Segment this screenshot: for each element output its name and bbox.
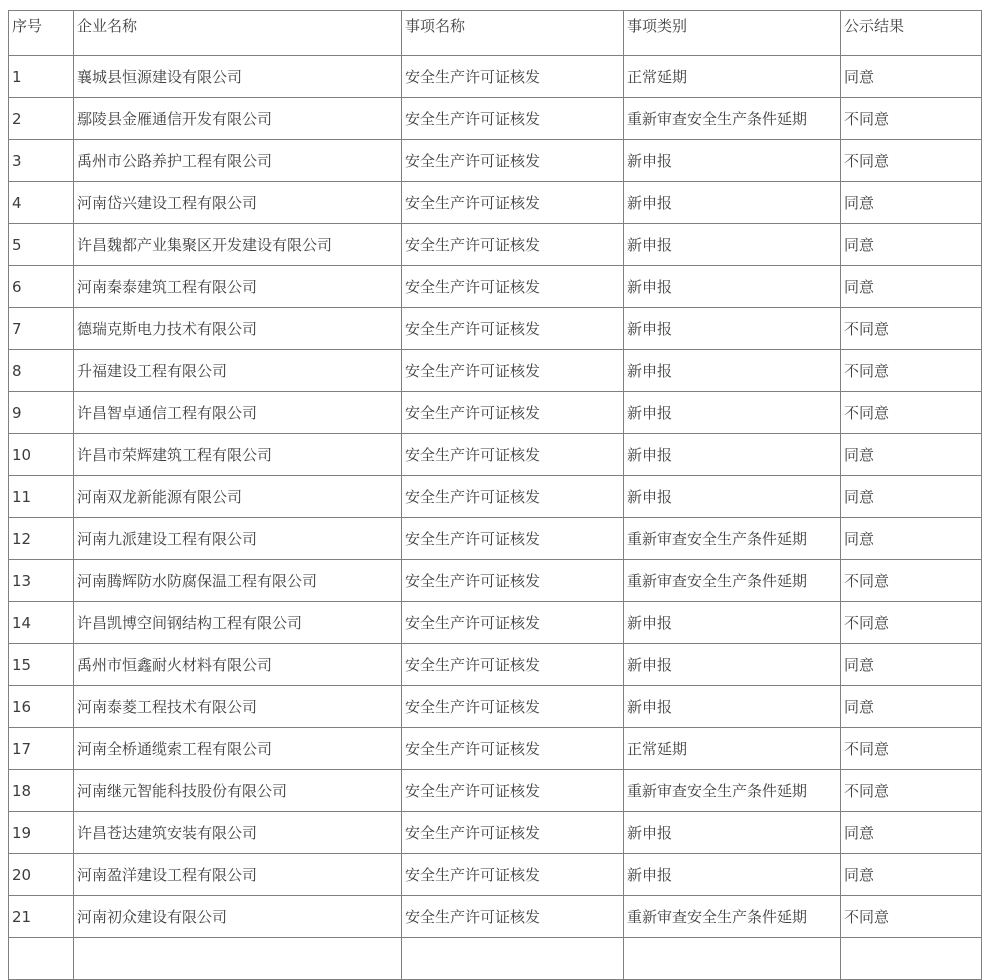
- cell-serial-no: 12: [9, 518, 74, 560]
- cell-item-name: 安全生产许可证核发: [402, 770, 624, 812]
- cell-serial-no: 13: [9, 560, 74, 602]
- cell-serial-no: 4: [9, 182, 74, 224]
- cell-category: 新申报: [624, 812, 841, 854]
- cell-company: 襄城县恒源建设有限公司: [74, 56, 402, 98]
- cell-result: 不同意: [841, 140, 982, 182]
- cell-item-name: 安全生产许可证核发: [402, 350, 624, 392]
- cell-item-name: 安全生产许可证核发: [402, 98, 624, 140]
- cell-company: 河南继元智能科技股份有限公司: [74, 770, 402, 812]
- table-row: [9, 224, 982, 266]
- cell-item-name: 安全生产许可证核发: [402, 686, 624, 728]
- cell-result: 同意: [841, 434, 982, 476]
- column-header-item-name: 事项名称: [402, 11, 624, 56]
- cell-category: 新申报: [624, 476, 841, 518]
- cell-item-name: 安全生产许可证核发: [402, 182, 624, 224]
- cell-serial-no: 1: [9, 56, 74, 98]
- cell-company: 河南泰菱工程技术有限公司: [74, 686, 402, 728]
- cell-result: 同意: [841, 812, 982, 854]
- cell-serial-no: 11: [9, 476, 74, 518]
- cell-company: 德瑞克斯电力技术有限公司: [74, 308, 402, 350]
- table-row: [9, 518, 982, 560]
- table-row: [9, 896, 982, 938]
- table-row: [9, 140, 982, 182]
- cell-category: 新申报: [624, 266, 841, 308]
- cell-company: 鄢陵县金雁通信开发有限公司: [74, 98, 402, 140]
- cell-company: 禹州市恒鑫耐火材料有限公司: [74, 644, 402, 686]
- cell-company: 许昌凯博空间钢结构工程有限公司: [74, 602, 402, 644]
- approval-table: [8, 10, 982, 980]
- cell-category: 重新审查安全生产条件延期: [624, 896, 841, 938]
- table-row: [9, 434, 982, 476]
- cell-category: 新申报: [624, 434, 841, 476]
- cell-item-name: 安全生产许可证核发: [402, 644, 624, 686]
- cell-result: 同意: [841, 644, 982, 686]
- cell-serial-no: 20: [9, 854, 74, 896]
- cell-category: 新申报: [624, 308, 841, 350]
- cell-item-name: 安全生产许可证核发: [402, 140, 624, 182]
- cell-result: 不同意: [841, 770, 982, 812]
- cell-category: 新申报: [624, 140, 841, 182]
- cell-result: 不同意: [841, 392, 982, 434]
- cell-serial-no: 15: [9, 644, 74, 686]
- cell-result: 不同意: [841, 98, 982, 140]
- cell-company: 许昌市荣辉建筑工程有限公司: [74, 434, 402, 476]
- cell-result: 不同意: [841, 308, 982, 350]
- cell-item-name: 安全生产许可证核发: [402, 728, 624, 770]
- table-row: [9, 602, 982, 644]
- empty-cell: [402, 938, 624, 980]
- cell-company: 河南秦泰建筑工程有限公司: [74, 266, 402, 308]
- cell-item-name: 安全生产许可证核发: [402, 392, 624, 434]
- cell-item-name: 安全生产许可证核发: [402, 56, 624, 98]
- table-row: [9, 392, 982, 434]
- cell-category: 重新审查安全生产条件延期: [624, 518, 841, 560]
- cell-company: 河南全桥通缆索工程有限公司: [74, 728, 402, 770]
- cell-result: 不同意: [841, 728, 982, 770]
- cell-item-name: 安全生产许可证核发: [402, 308, 624, 350]
- cell-category: 新申报: [624, 602, 841, 644]
- column-header-serial-no: 序号: [9, 11, 74, 56]
- table-row: [9, 98, 982, 140]
- cell-serial-no: 18: [9, 770, 74, 812]
- empty-cell: [74, 938, 402, 980]
- cell-serial-no: 10: [9, 434, 74, 476]
- cell-serial-no: 3: [9, 140, 74, 182]
- empty-cell: [9, 938, 74, 980]
- table-row: [9, 812, 982, 854]
- cell-item-name: 安全生产许可证核发: [402, 896, 624, 938]
- cell-result: 不同意: [841, 350, 982, 392]
- table-row: [9, 182, 982, 224]
- cell-serial-no: 8: [9, 350, 74, 392]
- cell-result: 同意: [841, 266, 982, 308]
- cell-company: 许昌苍达建筑安装有限公司: [74, 812, 402, 854]
- cell-item-name: 安全生产许可证核发: [402, 560, 624, 602]
- cell-category: 新申报: [624, 686, 841, 728]
- table-row: [9, 308, 982, 350]
- cell-company: 许昌魏都产业集聚区开发建设有限公司: [74, 224, 402, 266]
- empty-cell: [841, 938, 982, 980]
- cell-company: 河南双龙新能源有限公司: [74, 476, 402, 518]
- cell-serial-no: 9: [9, 392, 74, 434]
- table-row: [9, 56, 982, 98]
- cell-item-name: 安全生产许可证核发: [402, 812, 624, 854]
- cell-result: 同意: [841, 224, 982, 266]
- table-body: [9, 56, 982, 980]
- table-row-partial-empty: [9, 938, 982, 980]
- cell-result: 同意: [841, 518, 982, 560]
- cell-company: 河南盈洋建设工程有限公司: [74, 854, 402, 896]
- cell-category: 新申报: [624, 224, 841, 266]
- cell-serial-no: 2: [9, 98, 74, 140]
- cell-serial-no: 5: [9, 224, 74, 266]
- cell-category: 新申报: [624, 182, 841, 224]
- cell-result: 不同意: [841, 896, 982, 938]
- cell-serial-no: 14: [9, 602, 74, 644]
- cell-category: 重新审查安全生产条件延期: [624, 98, 841, 140]
- cell-category: 重新审查安全生产条件延期: [624, 770, 841, 812]
- table-row: [9, 854, 982, 896]
- cell-item-name: 安全生产许可证核发: [402, 434, 624, 476]
- cell-result: 同意: [841, 854, 982, 896]
- cell-serial-no: 7: [9, 308, 74, 350]
- table-row: [9, 350, 982, 392]
- cell-company: 河南九派建设工程有限公司: [74, 518, 402, 560]
- cell-category: 正常延期: [624, 56, 841, 98]
- column-header-company: 企业名称: [74, 11, 402, 56]
- cell-serial-no: 21: [9, 896, 74, 938]
- cell-result: 不同意: [841, 560, 982, 602]
- cell-result: 同意: [841, 56, 982, 98]
- cell-result: 同意: [841, 686, 982, 728]
- cell-item-name: 安全生产许可证核发: [402, 266, 624, 308]
- table-row: [9, 560, 982, 602]
- cell-result: 同意: [841, 476, 982, 518]
- cell-result: 同意: [841, 182, 982, 224]
- table-row: [9, 644, 982, 686]
- cell-category: 正常延期: [624, 728, 841, 770]
- cell-company: 许昌智卓通信工程有限公司: [74, 392, 402, 434]
- cell-serial-no: 16: [9, 686, 74, 728]
- cell-company: 河南岱兴建设工程有限公司: [74, 182, 402, 224]
- table-row: [9, 770, 982, 812]
- cell-item-name: 安全生产许可证核发: [402, 518, 624, 560]
- empty-cell: [624, 938, 841, 980]
- table-row: [9, 266, 982, 308]
- cell-serial-no: 17: [9, 728, 74, 770]
- table-header-row: [9, 11, 982, 56]
- cell-category: 新申报: [624, 854, 841, 896]
- column-header-result: 公示结果: [841, 11, 982, 56]
- cell-item-name: 安全生产许可证核发: [402, 476, 624, 518]
- column-header-category: 事项类别: [624, 11, 841, 56]
- cell-category: 新申报: [624, 392, 841, 434]
- cell-category: 重新审查安全生产条件延期: [624, 560, 841, 602]
- cell-company: 河南初众建设有限公司: [74, 896, 402, 938]
- table-row: [9, 728, 982, 770]
- cell-serial-no: 19: [9, 812, 74, 854]
- cell-result: 不同意: [841, 602, 982, 644]
- cell-company: 河南腾辉防水防腐保温工程有限公司: [74, 560, 402, 602]
- cell-category: 新申报: [624, 644, 841, 686]
- cell-item-name: 安全生产许可证核发: [402, 854, 624, 896]
- cell-company: 禹州市公路养护工程有限公司: [74, 140, 402, 182]
- cell-category: 新申报: [624, 350, 841, 392]
- cell-company: 升福建设工程有限公司: [74, 350, 402, 392]
- table-row: [9, 476, 982, 518]
- cell-item-name: 安全生产许可证核发: [402, 602, 624, 644]
- table-row: [9, 686, 982, 728]
- cell-item-name: 安全生产许可证核发: [402, 224, 624, 266]
- cell-serial-no: 6: [9, 266, 74, 308]
